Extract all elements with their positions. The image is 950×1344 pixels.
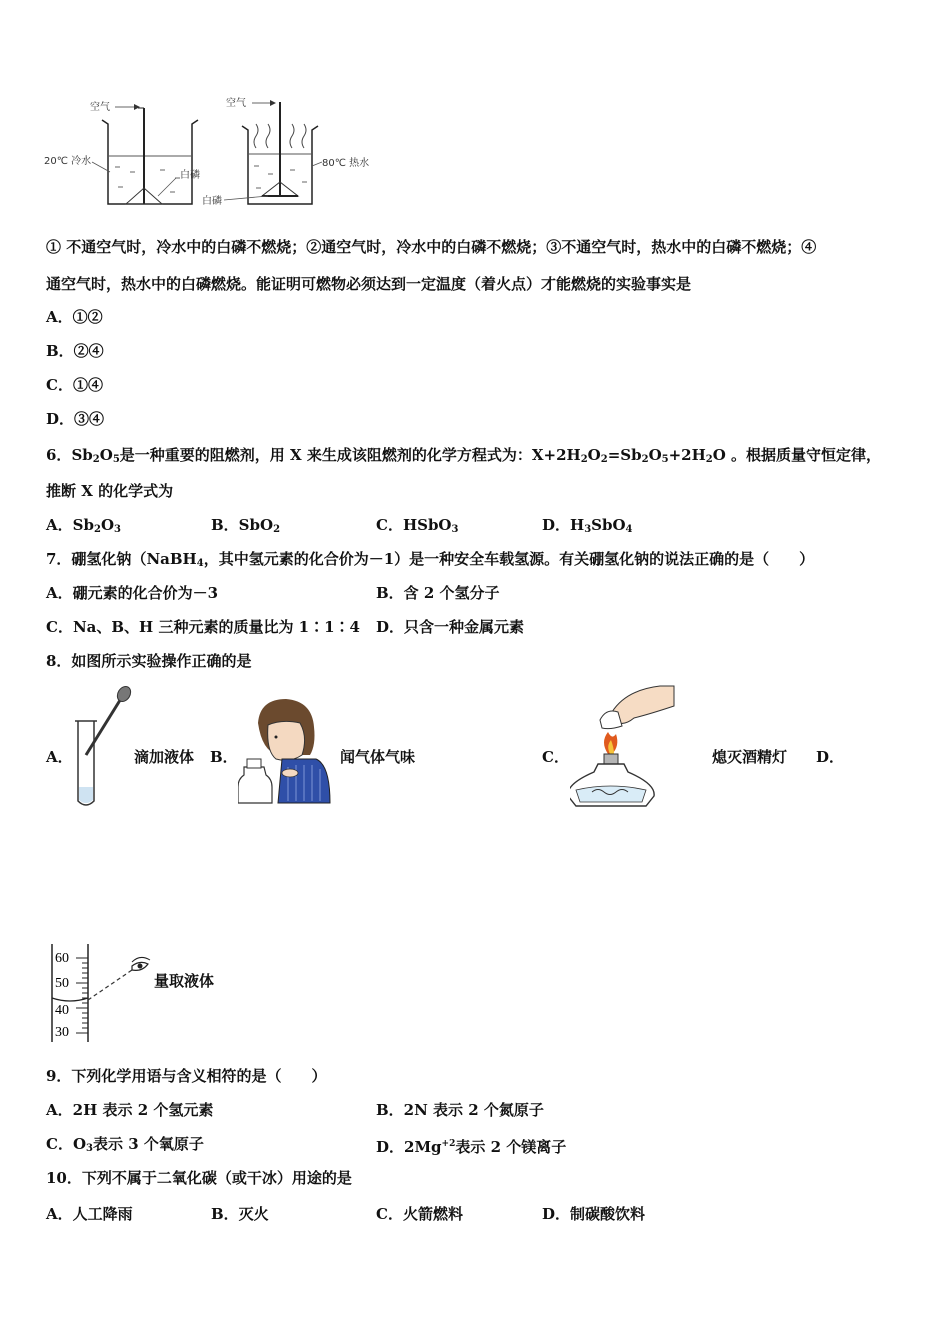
q8-option-a-text: 滴加液体 bbox=[134, 748, 195, 766]
q5-option-d: D．③④ bbox=[46, 410, 105, 428]
left-air-label: 空气 bbox=[90, 102, 110, 113]
q7-option-a: A．硼元素的化合价为－3 bbox=[46, 584, 219, 602]
hot-water-beaker bbox=[202, 96, 369, 207]
beaker-experiment-figure bbox=[40, 92, 390, 212]
q6-option-c: C．HSbO$_3$ bbox=[376, 516, 459, 535]
q10-option-d: D．制碳酸饮料 bbox=[542, 1205, 646, 1223]
q5-stem-line2: 通空气时，热水中的白磷燃烧。能证明可燃物必须达到一定温度（着火点）才能燃烧的实验事实是 bbox=[46, 275, 692, 293]
q6-option-d: D．$H_3SbO_4$ bbox=[542, 516, 633, 535]
q8-option-c-letter: C． bbox=[542, 748, 569, 766]
alcohol-lamp-image bbox=[570, 684, 676, 810]
dropper-test-tube-image bbox=[66, 685, 132, 810]
q5-stem-line1: ① 不通空气时，冷水中的白磷不燃烧；②通空气时，冷水中的白磷不燃烧；③不通空气时，热水中的白磷不燃烧；④ bbox=[46, 238, 817, 256]
q10-option-a: A．人工降雨 bbox=[46, 1205, 133, 1223]
q8-option-d-text: 量取液体 bbox=[154, 972, 215, 990]
q8-option-b-letter: B． bbox=[210, 748, 238, 766]
cylinder-tick-40: 40 bbox=[55, 1003, 69, 1018]
q7-option-c: C．Na、B、H 三种元素的质量比为 1∶1∶4 bbox=[46, 618, 360, 636]
q6-option-b: B．SbO$_2$ bbox=[211, 516, 281, 535]
q7-option-b: B．含 2 个氢分子 bbox=[376, 584, 500, 602]
q10-option-c: C．火箭燃料 bbox=[376, 1205, 463, 1223]
q9-option-a: A．2H 表示 2 个氢元素 bbox=[46, 1101, 214, 1119]
q8-option-a-letter: A． bbox=[46, 748, 73, 766]
cold-water-label: 20℃ 冷水 bbox=[44, 156, 92, 167]
left-phosphorus-label: 白磷 bbox=[180, 170, 200, 181]
cylinder-tick-30: 30 bbox=[55, 1025, 69, 1040]
q5-option-c: C．①④ bbox=[46, 376, 103, 394]
q5-option-b: B．②④ bbox=[46, 342, 104, 360]
q5-option-a: A．①② bbox=[46, 308, 103, 326]
hot-water-label: 80℃ 热水 bbox=[322, 158, 370, 169]
graduated-cylinder-image bbox=[46, 942, 156, 1044]
right-phosphorus-label: 白磷 bbox=[202, 196, 222, 207]
q9-option-d: D．$2Mg^{+2}$表示 2 个镁离子 bbox=[376, 1138, 567, 1156]
cold-water-beaker bbox=[44, 100, 200, 204]
q9-option-b: B．2N 表示 2 个氮原子 bbox=[376, 1101, 544, 1119]
q8-option-d-letter: D． bbox=[816, 748, 845, 766]
q6-stem-line1: 6．$Sb_2O_5$是一种重要的阻燃剂，用 X 来生成该阻燃剂的化学方程式为：$X+2H_2O_2=Sb_2O_5+2H_2O$ 。根据质量守恒定律， bbox=[46, 446, 882, 465]
smelling-gas-image bbox=[238, 693, 332, 805]
q6-stem-line2: 推断 X 的化学式为 bbox=[46, 482, 174, 500]
cylinder-tick-60: 60 bbox=[55, 951, 69, 966]
q6-option-a: A．$Sb_2O_3$ bbox=[46, 516, 121, 535]
q7-option-d: D．只含一种金属元素 bbox=[376, 618, 525, 636]
q8-stem: 8．如图所示实验操作正确的是 bbox=[46, 652, 252, 670]
cylinder-tick-50: 50 bbox=[55, 976, 69, 991]
q10-stem: 10．下列不属于二氧化碳（或干冰）用途的是 bbox=[46, 1169, 352, 1187]
q9-stem: 9．下列化学用语与含义相符的是（ ） bbox=[46, 1067, 327, 1085]
right-air-label: 空气 bbox=[226, 98, 246, 109]
q8-option-b-text: 闻气体气味 bbox=[340, 748, 416, 766]
q7-stem: 7．硼氢化钠（NaBH$_4$，其中氢元素的化合价为－1）是一种安全车载氢源。有关硼氢化钠的说法正确的是（ ） bbox=[46, 550, 815, 569]
q9-option-c: C．$O_3$表示 3 个氧原子 bbox=[46, 1135, 204, 1154]
q10-option-b: B．灭火 bbox=[211, 1205, 269, 1223]
q8-option-c-text: 熄灭酒精灯 bbox=[712, 748, 788, 766]
